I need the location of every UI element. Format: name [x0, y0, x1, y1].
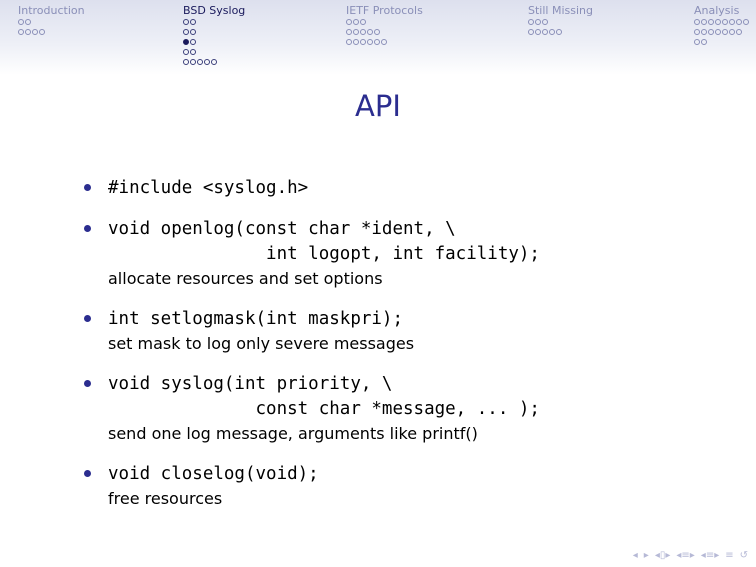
nav-frame-dot[interactable]: [715, 29, 721, 35]
nav-dots: [18, 17, 85, 37]
frame-prev-icon[interactable]: ◂: [632, 550, 638, 561]
nav-frame-dot[interactable]: [353, 39, 359, 45]
code-line: #include <syslog.h>: [108, 178, 309, 198]
list-item: [84, 217, 724, 291]
nav-section-title[interactable]: Introduction: [18, 4, 85, 17]
nav-frame-dot[interactable]: [25, 29, 31, 35]
nav-frame-dot[interactable]: [25, 19, 31, 25]
nav-dots-row: [183, 27, 245, 37]
nav-frame-dot[interactable]: [535, 29, 541, 35]
nav-frame-dot[interactable]: [211, 59, 217, 65]
nav-dots: [346, 17, 423, 47]
nav-frame-dot[interactable]: [528, 29, 534, 35]
nav-dots-row: [346, 37, 423, 47]
nav-frame-dot[interactable]: [535, 19, 541, 25]
nav-dots-row: [183, 57, 245, 67]
nav-frame-dot[interactable]: [360, 29, 366, 35]
nav-frame-dot[interactable]: [556, 29, 562, 35]
list-item: [84, 307, 724, 356]
nav-dots-row: [694, 17, 750, 27]
nav-frame-dot[interactable]: [190, 49, 196, 55]
nav-frame-dot[interactable]: [190, 59, 196, 65]
nav-dots-row: [694, 27, 750, 37]
nav-frame-dot[interactable]: [183, 19, 189, 25]
code-line: int setlogmask(int maskpri);: [108, 309, 404, 329]
nav-frame-dot[interactable]: [190, 29, 196, 35]
nav-frame-dot[interactable]: [360, 39, 366, 45]
nav-dots: [183, 17, 245, 67]
nav-frame-dot[interactable]: [183, 49, 189, 55]
item-description: free resources: [108, 489, 223, 508]
beamer-navigation-symbols: [633, 550, 748, 561]
list-item: [84, 176, 724, 201]
nav-frame-dot[interactable]: [183, 59, 189, 65]
bullet-icon: [84, 380, 91, 387]
nav-dots-row: [346, 17, 423, 27]
nav-frame-dot[interactable]: [542, 29, 548, 35]
nav-frame-dot[interactable]: [528, 19, 534, 25]
nav-dots-row: [528, 17, 593, 27]
nav-section-ietf-protocols[interactable]: [346, 4, 423, 47]
nav-dots: [528, 17, 593, 37]
nav-frame-dot[interactable]: [18, 29, 24, 35]
nav-frame-dot[interactable]: [736, 29, 742, 35]
nav-frame-dot[interactable]: [204, 59, 210, 65]
nav-section-analysis[interactable]: [694, 4, 750, 47]
nav-frame-dot[interactable]: [694, 19, 700, 25]
nav-frame-dot[interactable]: [346, 19, 352, 25]
nav-dots-row: [183, 37, 245, 47]
nav-frame-dot[interactable]: [729, 29, 735, 35]
code-line: void closelog(void);: [108, 464, 319, 484]
nav-section-bsd-syslog[interactable]: [183, 4, 245, 67]
nav-dots: [694, 17, 750, 47]
nav-frame-dot[interactable]: [381, 39, 387, 45]
nav-frame-dot[interactable]: [353, 29, 359, 35]
list-item: [84, 462, 724, 511]
nav-section-title[interactable]: BSD Syslog: [183, 4, 246, 17]
nav-frame-dot[interactable]: [183, 39, 189, 45]
list-item: [84, 372, 724, 446]
navigation-bar: [0, 0, 756, 75]
nav-frame-dot[interactable]: [346, 29, 352, 35]
nav-frame-dot[interactable]: [549, 29, 555, 35]
nav-frame-dot[interactable]: [32, 29, 38, 35]
nav-frame-dot[interactable]: [360, 19, 366, 25]
item-description: set mask to log only severe messages: [108, 334, 415, 353]
nav-frame-dot[interactable]: [18, 19, 24, 25]
nav-frame-dot[interactable]: [701, 19, 707, 25]
subsection-prev-icon[interactable]: ◂▯▸: [654, 550, 671, 561]
nav-frame-dot[interactable]: [701, 39, 707, 45]
nav-frame-dot[interactable]: [701, 29, 707, 35]
nav-frame-dot[interactable]: [708, 19, 714, 25]
nav-dots-row: [18, 27, 85, 37]
frame-next-icon[interactable]: ▸: [643, 550, 649, 561]
nav-section-title[interactable]: Still Missing: [528, 4, 593, 17]
nav-section-title[interactable]: Analysis: [694, 4, 740, 17]
slide-title: API: [355, 89, 401, 123]
item-description: allocate resources and set options: [108, 269, 383, 288]
nav-dots-row: [528, 27, 593, 37]
bullet-icon: [84, 470, 91, 477]
nav-frame-dot[interactable]: [183, 29, 189, 35]
nav-frame-dot[interactable]: [708, 29, 714, 35]
nav-frame-dot[interactable]: [715, 19, 721, 25]
nav-section-introduction[interactable]: [18, 4, 85, 37]
nav-frame-dot[interactable]: [743, 19, 749, 25]
nav-dots-row: [183, 47, 245, 57]
code-line: void syslog(int priority, \ const char *message, ... );: [108, 374, 540, 419]
nav-dots-row: [694, 37, 750, 47]
nav-frame-dot[interactable]: [736, 19, 742, 25]
nav-section-still-missing[interactable]: [528, 4, 593, 37]
nav-frame-dot[interactable]: [39, 29, 45, 35]
search-icon[interactable]: ↺: [739, 550, 748, 561]
align-icon[interactable]: ≡: [725, 550, 734, 561]
nav-dots-row: [183, 17, 245, 27]
bullet-icon: [84, 184, 91, 191]
nav-frame-dot[interactable]: [722, 19, 728, 25]
nav-frame-dot[interactable]: [729, 19, 735, 25]
bullet-icon: [84, 315, 91, 322]
nav-frame-dot[interactable]: [190, 19, 196, 25]
bullet-list: [84, 176, 724, 527]
nav-frame-dot[interactable]: [694, 39, 700, 45]
nav-frame-dot[interactable]: [542, 19, 548, 25]
section-next-icon[interactable]: ◂≡▸: [700, 550, 720, 561]
nav-dots-row: [346, 27, 423, 37]
code-line: void openlog(const char *ident, \ int logopt, int facility);: [108, 219, 540, 264]
nav-frame-dot[interactable]: [197, 59, 203, 65]
nav-dots-row: [18, 17, 85, 27]
nav-frame-dot[interactable]: [190, 39, 196, 45]
section-prev-icon[interactable]: ◂≡▸: [676, 550, 695, 561]
item-description: send one log message, arguments like printf(): [108, 424, 478, 443]
nav-frame-dot[interactable]: [374, 39, 380, 45]
nav-frame-dot[interactable]: [367, 39, 373, 45]
nav-frame-dot[interactable]: [346, 39, 352, 45]
nav-frame-dot[interactable]: [722, 29, 728, 35]
nav-frame-dot[interactable]: [367, 29, 373, 35]
nav-frame-dot[interactable]: [353, 19, 359, 25]
nav-section-title[interactable]: IETF Protocols: [346, 4, 423, 17]
bullet-icon: [84, 225, 91, 232]
nav-frame-dot[interactable]: [694, 29, 700, 35]
nav-frame-dot[interactable]: [374, 29, 380, 35]
